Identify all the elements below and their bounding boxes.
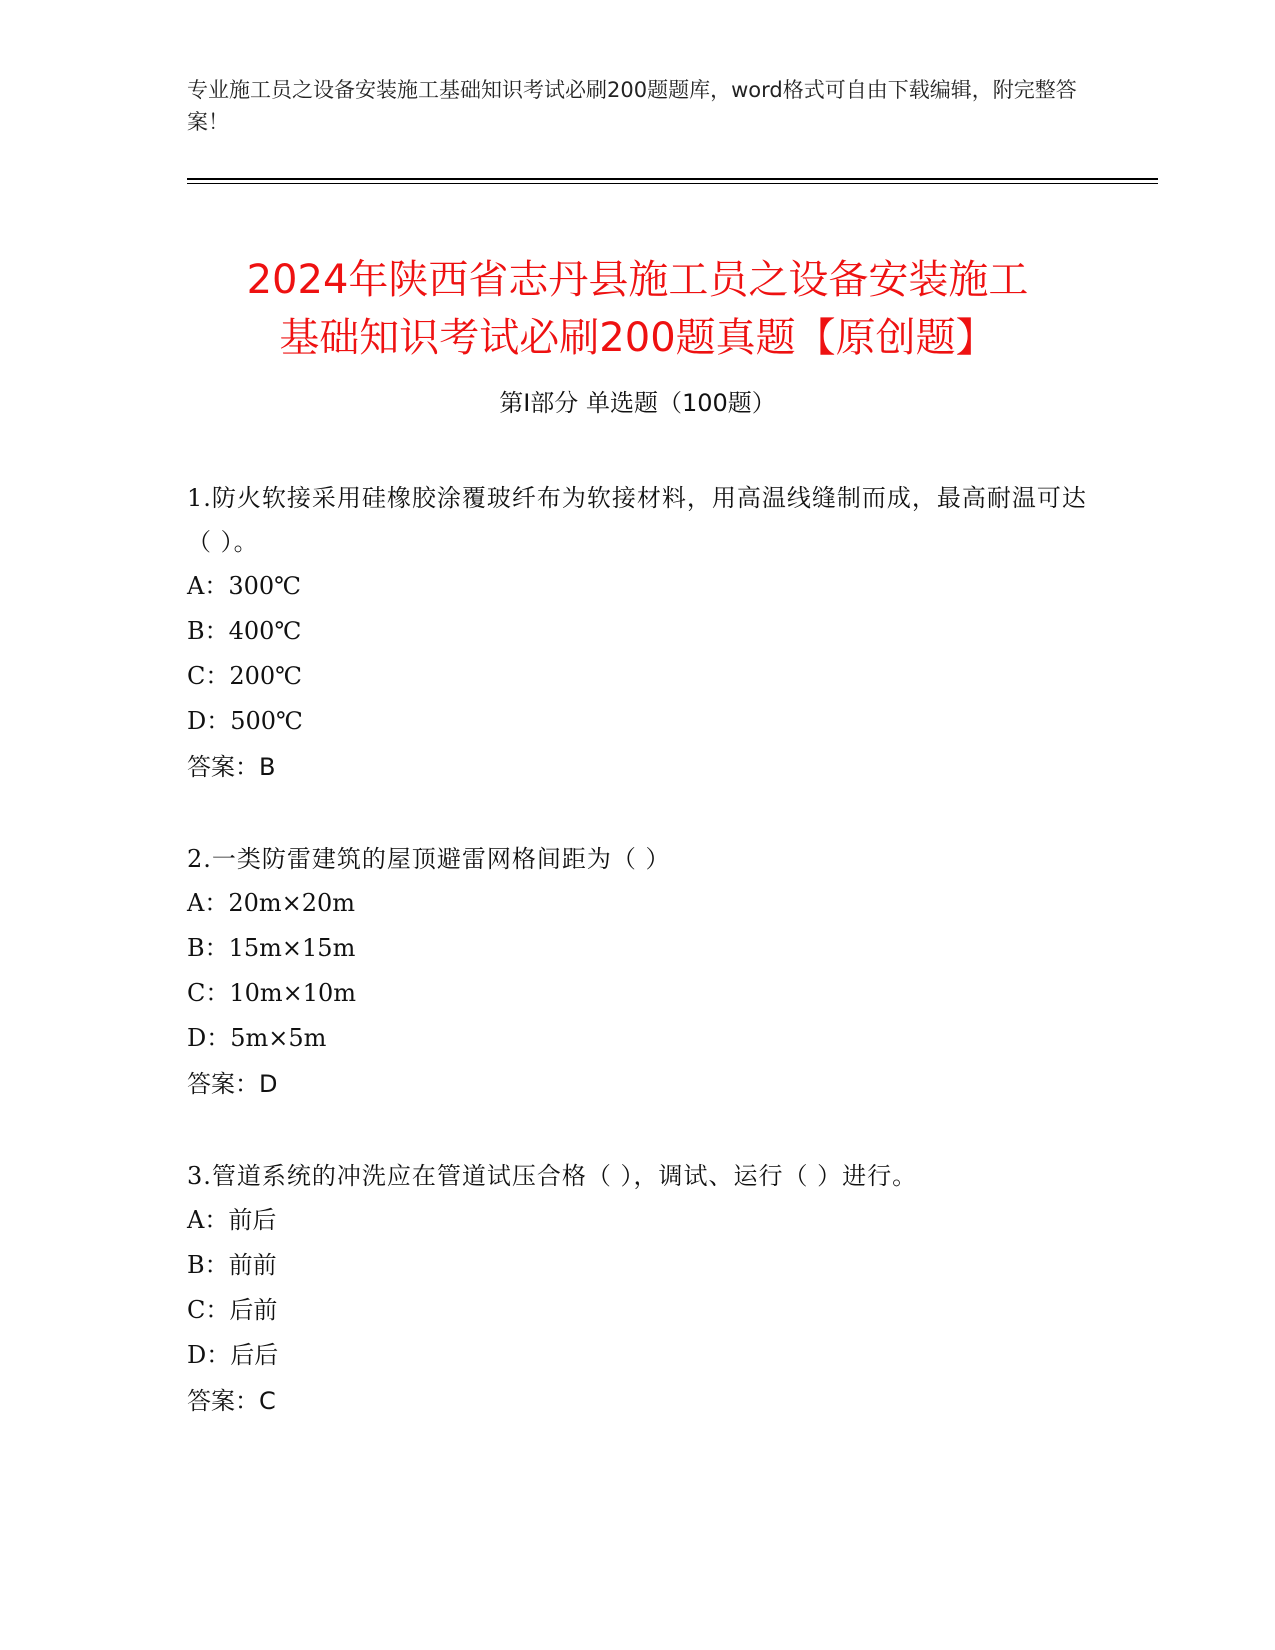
header-divider-thin — [187, 183, 1158, 184]
question-2 — [187, 837, 1087, 1107]
document-title — [120, 251, 1155, 367]
answer: 答案：B — [187, 753, 276, 781]
option-d: D：500℃ — [187, 707, 303, 735]
option-b: B：400℃ — [187, 617, 302, 645]
option-b: B：前前 — [187, 1251, 277, 1279]
option-d: D：后后 — [187, 1341, 279, 1369]
document-title-line-2: 基础知识考试必刷200题真题【原创题】 — [279, 314, 996, 361]
option-c: C：10m×10m — [187, 979, 357, 1007]
question-1 — [187, 476, 1087, 790]
option-c: C：200℃ — [187, 662, 303, 690]
option-d: D：5m×5m — [187, 1024, 327, 1052]
question-stem: 1.防火软接采用硅橡胶涂覆玻纤布为软接材料，用高温线缝制而成，最高耐温可达（ ）。 — [187, 484, 1087, 556]
answer: 答案：D — [187, 1070, 278, 1098]
header-note: 专业施工员之设备安装施工基础知识考试必刷200题题库，word格式可自由下载编辑，附完整答案！ — [187, 78, 1077, 134]
section-heading: 第I部分 单选题（100题） — [499, 389, 776, 417]
question-3 — [187, 1154, 1087, 1424]
header-divider-thick — [187, 178, 1158, 180]
option-b: B：15m×15m — [187, 934, 356, 962]
option-a: A：300℃ — [187, 572, 301, 600]
option-a: A：20m×20m — [187, 889, 356, 917]
question-stem: 2.一类防雷建筑的屋顶避雷网格间距为（ ） — [187, 845, 671, 873]
option-a: A：前后 — [187, 1206, 277, 1234]
document-title-line-1: 2024年陕西省志丹县施工员之设备安装施工 — [246, 256, 1029, 303]
answer: 答案：C — [187, 1387, 276, 1415]
question-stem: 3.管道系统的冲洗应在管道试压合格（ ），调试、运行（ ）进行。 — [187, 1162, 918, 1190]
option-c: C：后前 — [187, 1296, 278, 1324]
question-list — [187, 476, 1087, 1471]
